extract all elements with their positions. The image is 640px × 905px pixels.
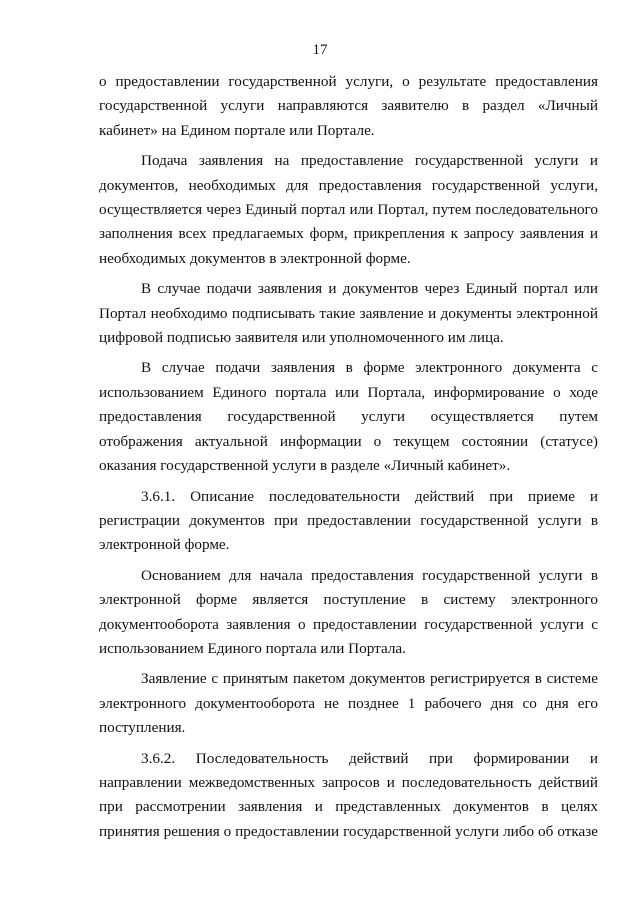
paragraph-submission: Подача заявления на предоставление государственной услуги и документов, необходимых для предоставления государственной услуги, осуществляется через Единый портал или Портал, путем последовательного заполнения всех предлагаемых форм, прикрепления к запросу заявления и необходимых документов в электронной форме. <box>99 152 598 267</box>
document-body <box>99 70 598 844</box>
paragraph-registration: Заявление с принятым пакетом документов регистрируется в системе электронного документооборота не позднее 1 рабочего дня со дня его поступления. <box>99 670 598 737</box>
paragraph-section-3-6-2: 3.6.2. Последовательность действий при формировании и направлении межведомственных запросов и последовательность действий при рассмотрении заявления и представленных документов в целях принятия решения о предоставлении государственной услуги либо об отказе <box>99 749 598 840</box>
paragraph-grounds: Основанием для начала предоставления государственной услуги в электронной форме является поступление в систему электронного документооборота заявления о предоставлении государственной услуги с использованием Единого портала или Портала. <box>99 566 598 657</box>
paragraph-status-info: В случае подачи заявления в форме электронного документа с использованием Единого портала или Портала, информирование о ходе предоставления государственной услуги осуществляется путем отображения актуальной информации о текущем состоянии (статусе) оказания государственной услуги в разделе «Личный кабинет». <box>99 359 598 475</box>
paragraph-section-3-6-1: 3.6.1. Описание последовательности действий при приеме и регистрации документов при предоставлении государственной услуги в электронной форме. <box>99 487 598 554</box>
page-number: 17 <box>312 42 328 58</box>
paragraph-continuation: о предоставлении государственной услуги, о результате предоставления государственной услуги направляются заявителю в раздел «Личный кабинет» на Едином портале или Портале. <box>99 73 598 139</box>
paragraph-signature: В случае подачи заявления и документов через Единый портал или Портал необходимо подписывать такие заявление и документы электронной цифровой подписью заявителя или уполномоченного им лица. <box>99 280 598 347</box>
